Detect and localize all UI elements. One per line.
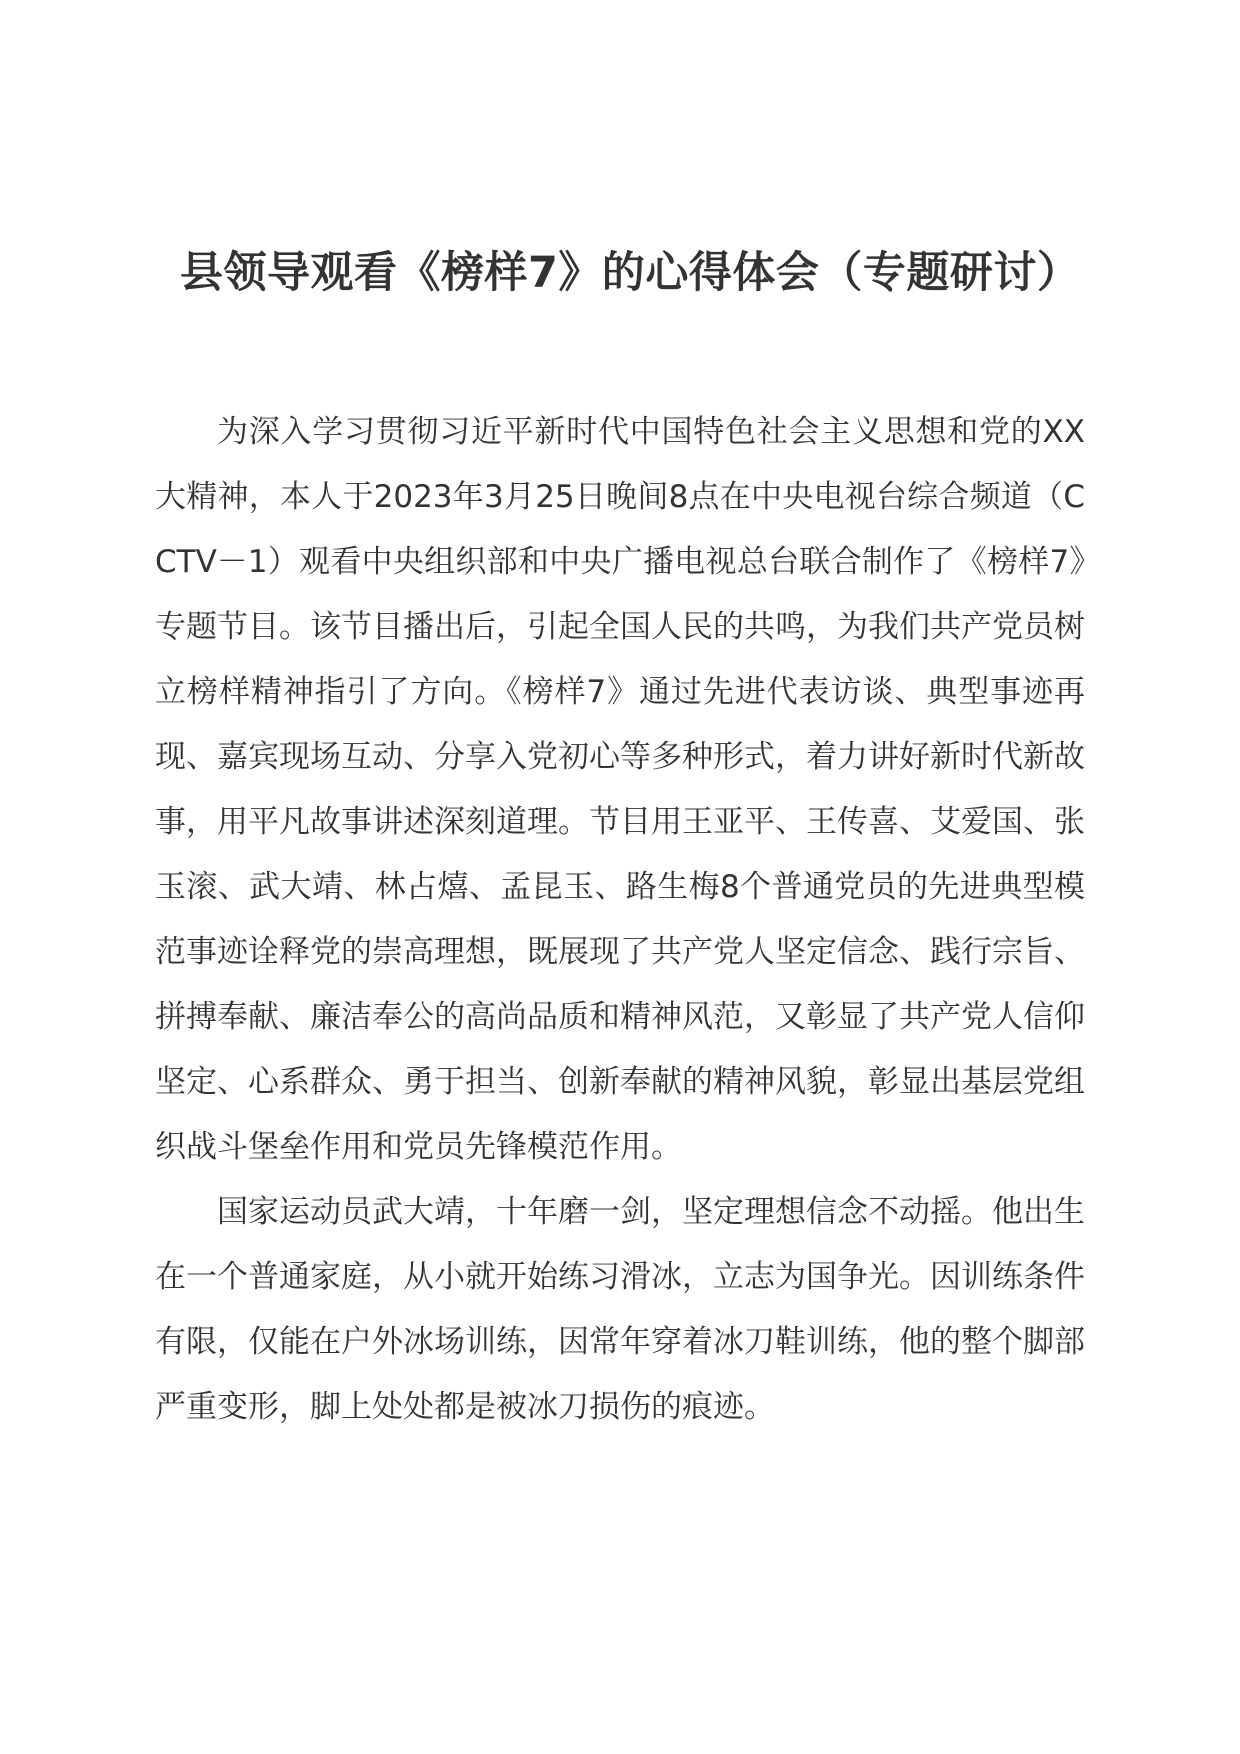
paragraph-1: 为深入学习贯彻习近平新时代中国特色社会主义思想和党的XX大精神，本人于2023年3月25日晚间8点在中央电视台综合频道（CCTV－1）观看中央组织部和中央广播电视总台联合制作了《榜样7》专题节目。该节目播出后，引起全国人民的共鸣，为我们共产党员树立榜样精神指引了方向。《榜样7》通过先进代表访谈、典型事迹再现、嘉宾现场互动、分享入党初心等多种形式，着力讲好新时代新故事，用平凡故事讲述深刻道理。节目用王亚平、王传喜、艾爱国、张玉滚、武大靖、林占熺、孟昆玉、路生梅8个普通党员的先进典型模范事迹诠释党的崇高理想，既展现了共产党人坚定信念、践行宗旨、拼搏奉献、廉洁奉公的高尚品质和精神风范，又彰显了共产党人信仰坚定、心系群众、勇于担当、创新奉献的精神风貌，彰显出基层党组织战斗堡垒作用和党员先锋模范作用。 xyxy=(155,414,1085,1165)
document-body xyxy=(155,400,1085,1440)
document-title: 县领导观看《榜样7》的心得体会（专题研讨） xyxy=(180,248,1081,298)
paragraph-2: 国家运动员武大靖，十年磨一剑，坚定理想信念不动摇。他出生在一个普通家庭，从小就开始练习滑冰，立志为国争光。因训练条件有限，仅能在户外冰场训练，因常年穿着冰刀鞋训练，他的整个脚部严重变形，脚上处处都是被冰刀损伤的痕迹。 xyxy=(155,1194,1085,1425)
